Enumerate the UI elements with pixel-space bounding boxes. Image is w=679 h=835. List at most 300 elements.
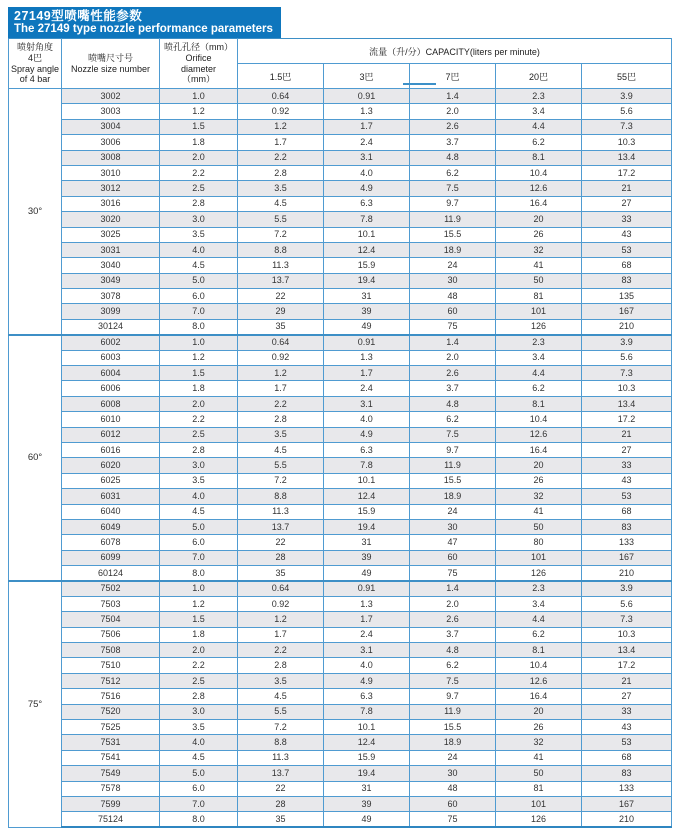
capacity-cell-1-5bar: 0.92 bbox=[238, 350, 324, 365]
capacity-cell-1-5bar: 2.8 bbox=[238, 412, 324, 427]
capacity-cell-7bar: 3.7 bbox=[410, 627, 496, 642]
nozzle-size-cell: 6025 bbox=[62, 473, 160, 488]
capacity-cell-20bar: 20 bbox=[496, 212, 582, 227]
capacity-cell-7bar: 30 bbox=[410, 519, 496, 534]
orifice-diameter-cell: 1.5 bbox=[160, 366, 238, 381]
nozzle-size-cell: 3099 bbox=[62, 304, 160, 319]
capacity-cell-20bar: 3.4 bbox=[496, 350, 582, 365]
table-row bbox=[9, 673, 672, 688]
nozzle-size-cell: 7506 bbox=[62, 627, 160, 642]
nozzle-size-cell: 6004 bbox=[62, 366, 160, 381]
orifice-diameter-cell: 1.2 bbox=[160, 596, 238, 611]
capacity-cell-7bar: 15.5 bbox=[410, 473, 496, 488]
capacity-cell-1-5bar: 2.2 bbox=[238, 643, 324, 658]
table-row bbox=[9, 566, 672, 581]
capacity-cell-3bar: 0.91 bbox=[324, 335, 410, 350]
capacity-cell-3bar: 19.4 bbox=[324, 519, 410, 534]
capacity-cell-55bar: 43 bbox=[582, 473, 672, 488]
pressure-column-header-3bar: 3巴 bbox=[324, 64, 410, 89]
table-row bbox=[9, 704, 672, 719]
capacity-cell-55bar: 5.6 bbox=[582, 350, 672, 365]
capacity-cell-55bar: 27 bbox=[582, 689, 672, 704]
nozzle-size-cell: 7508 bbox=[62, 643, 160, 658]
capacity-cell-1-5bar: 2.2 bbox=[238, 396, 324, 411]
orifice-diameter-cell: 5.0 bbox=[160, 519, 238, 534]
capacity-cell-7bar: 1.4 bbox=[410, 581, 496, 596]
capacity-cell-20bar: 8.1 bbox=[496, 150, 582, 165]
orifice-diameter-cell: 2.0 bbox=[160, 396, 238, 411]
orifice-diameter-cell: 2.8 bbox=[160, 689, 238, 704]
capacity-cell-55bar: 5.6 bbox=[582, 104, 672, 119]
table-row bbox=[9, 289, 672, 304]
nozzle-size-cell: 3008 bbox=[62, 150, 160, 165]
capacity-cell-1-5bar: 22 bbox=[238, 535, 324, 550]
capacity-cell-55bar: 27 bbox=[582, 196, 672, 211]
table-row bbox=[9, 396, 672, 411]
capacity-cell-1-5bar: 8.8 bbox=[238, 735, 324, 750]
capacity-cell-7bar: 7.5 bbox=[410, 427, 496, 442]
orifice-diameter-cell: 2.2 bbox=[160, 165, 238, 180]
capacity-cell-3bar: 31 bbox=[324, 535, 410, 550]
orifice-diameter-cell: 3.5 bbox=[160, 473, 238, 488]
table-row bbox=[9, 473, 672, 488]
capacity-cell-20bar: 6.2 bbox=[496, 135, 582, 150]
nozzle-size-cell: 3031 bbox=[62, 242, 160, 257]
page-title-english: The 27149 type nozzle performance parameters bbox=[14, 23, 273, 35]
capacity-cell-20bar: 81 bbox=[496, 289, 582, 304]
orifice-diameter-cell: 2.5 bbox=[160, 181, 238, 196]
nozzle-size-cell: 3016 bbox=[62, 196, 160, 211]
capacity-cell-7bar: 7.5 bbox=[410, 673, 496, 688]
capacity-cell-1-5bar: 1.7 bbox=[238, 381, 324, 396]
table-row bbox=[9, 427, 672, 442]
capacity-cell-3bar: 1.3 bbox=[324, 350, 410, 365]
pressure-column-header-55bar: 55巴 bbox=[582, 64, 672, 89]
capacity-cell-1-5bar: 35 bbox=[238, 319, 324, 334]
orifice-diameter-cell: 1.8 bbox=[160, 381, 238, 396]
capacity-cell-1-5bar: 13.7 bbox=[238, 766, 324, 781]
capacity-cell-3bar: 3.1 bbox=[324, 150, 410, 165]
capacity-cell-20bar: 3.4 bbox=[496, 596, 582, 611]
table-row bbox=[9, 227, 672, 242]
capacity-cell-3bar: 1.7 bbox=[324, 612, 410, 627]
nozzle-size-cell: 60124 bbox=[62, 566, 160, 581]
capacity-cell-20bar: 101 bbox=[496, 550, 582, 565]
capacity-cell-7bar: 3.7 bbox=[410, 135, 496, 150]
capacity-cell-20bar: 126 bbox=[496, 812, 582, 827]
capacity-cell-55bar: 83 bbox=[582, 519, 672, 534]
capacity-cell-7bar: 7.5 bbox=[410, 181, 496, 196]
capacity-cell-20bar: 126 bbox=[496, 566, 582, 581]
capacity-cell-3bar: 3.1 bbox=[324, 396, 410, 411]
nozzle-size-cell: 7504 bbox=[62, 612, 160, 627]
capacity-cell-3bar: 19.4 bbox=[324, 766, 410, 781]
capacity-cell-3bar: 7.8 bbox=[324, 458, 410, 473]
nozzle-size-cell: 3012 bbox=[62, 181, 160, 196]
orifice-header-line: Orifice bbox=[185, 52, 212, 63]
capacity-cell-1-5bar: 4.5 bbox=[238, 442, 324, 457]
capacity-cell-3bar: 1.3 bbox=[324, 104, 410, 119]
capacity-cell-1-5bar: 8.8 bbox=[238, 489, 324, 504]
capacity-cell-1-5bar: 0.64 bbox=[238, 335, 324, 350]
nozzle-size-cell: 30124 bbox=[62, 319, 160, 334]
capacity-cell-7bar: 2.0 bbox=[410, 104, 496, 119]
orifice-diameter-cell: 1.0 bbox=[160, 335, 238, 350]
capacity-cell-1-5bar: 5.5 bbox=[238, 458, 324, 473]
orifice-diameter-cell: 6.0 bbox=[160, 535, 238, 550]
spray-angle-header-line: Spray angle bbox=[10, 63, 60, 74]
orifice-diameter-cell: 8.0 bbox=[160, 319, 238, 334]
capacity-cell-20bar: 16.4 bbox=[496, 442, 582, 457]
capacity-cell-55bar: 43 bbox=[582, 227, 672, 242]
capacity-cell-1-5bar: 3.5 bbox=[238, 427, 324, 442]
capacity-cell-3bar: 1.7 bbox=[324, 366, 410, 381]
nozzle-size-header-line: Nozzle size number bbox=[70, 63, 151, 74]
capacity-cell-20bar: 50 bbox=[496, 273, 582, 288]
table-row bbox=[9, 581, 672, 596]
nozzle-performance-table bbox=[8, 38, 672, 828]
capacity-cell-1-5bar: 4.5 bbox=[238, 689, 324, 704]
nozzle-size-cell: 6020 bbox=[62, 458, 160, 473]
capacity-cell-3bar: 10.1 bbox=[324, 473, 410, 488]
capacity-cell-1-5bar: 29 bbox=[238, 304, 324, 319]
capacity-cell-20bar: 2.3 bbox=[496, 89, 582, 104]
table-row bbox=[9, 181, 672, 196]
capacity-cell-3bar: 15.9 bbox=[324, 504, 410, 519]
nozzle-size-cell: 6010 bbox=[62, 412, 160, 427]
capacity-cell-7bar: 18.9 bbox=[410, 489, 496, 504]
spray-angle-header-line: 喷射角度 bbox=[16, 42, 53, 53]
capacity-cell-7bar: 9.7 bbox=[410, 442, 496, 457]
table-row bbox=[9, 335, 672, 350]
nozzle-size-cell: 3040 bbox=[62, 258, 160, 273]
nozzle-size-cell: 6008 bbox=[62, 396, 160, 411]
orifice-header-line: （mm） bbox=[182, 74, 215, 85]
table-row bbox=[9, 366, 672, 381]
nozzle-size-cell: 6049 bbox=[62, 519, 160, 534]
capacity-cell-1-5bar: 13.7 bbox=[238, 273, 324, 288]
nozzle-size-cell: 6012 bbox=[62, 427, 160, 442]
capacity-cell-7bar: 18.9 bbox=[410, 735, 496, 750]
capacity-cell-20bar: 6.2 bbox=[496, 627, 582, 642]
capacity-cell-7bar: 75 bbox=[410, 812, 496, 827]
capacity-cell-3bar: 1.3 bbox=[324, 596, 410, 611]
capacity-cell-55bar: 167 bbox=[582, 304, 672, 319]
capacity-cell-1-5bar: 3.5 bbox=[238, 673, 324, 688]
capacity-cell-3bar: 1.7 bbox=[324, 119, 410, 134]
capacity-cell-20bar: 26 bbox=[496, 473, 582, 488]
capacity-cell-20bar: 20 bbox=[496, 704, 582, 719]
nozzle-size-cell: 7578 bbox=[62, 781, 160, 796]
capacity-cell-7bar: 48 bbox=[410, 781, 496, 796]
nozzle-size-header bbox=[62, 39, 160, 89]
capacity-cell-1-5bar: 3.5 bbox=[238, 181, 324, 196]
page-title bbox=[8, 7, 281, 39]
capacity-cell-1-5bar: 7.2 bbox=[238, 473, 324, 488]
capacity-cell-55bar: 13.4 bbox=[582, 396, 672, 411]
capacity-cell-1-5bar: 11.3 bbox=[238, 750, 324, 765]
capacity-cell-55bar: 7.3 bbox=[582, 612, 672, 627]
capacity-cell-55bar: 10.3 bbox=[582, 135, 672, 150]
capacity-cell-20bar: 8.1 bbox=[496, 396, 582, 411]
orifice-diameter-cell: 2.8 bbox=[160, 442, 238, 457]
capacity-cell-55bar: 53 bbox=[582, 735, 672, 750]
capacity-cell-3bar: 19.4 bbox=[324, 273, 410, 288]
table-row bbox=[9, 781, 672, 796]
nozzle-size-cell: 7525 bbox=[62, 720, 160, 735]
nozzle-size-cell: 3002 bbox=[62, 89, 160, 104]
capacity-cell-7bar: 48 bbox=[410, 289, 496, 304]
table-row bbox=[9, 242, 672, 257]
orifice-diameter-cell: 3.5 bbox=[160, 227, 238, 242]
capacity-cell-55bar: 210 bbox=[582, 319, 672, 334]
capacity-cell-55bar: 83 bbox=[582, 273, 672, 288]
nozzle-size-cell: 75124 bbox=[62, 812, 160, 827]
capacity-cell-3bar: 0.91 bbox=[324, 581, 410, 596]
orifice-diameter-cell: 7.0 bbox=[160, 550, 238, 565]
capacity-cell-7bar: 18.9 bbox=[410, 242, 496, 257]
capacity-cell-1-5bar: 13.7 bbox=[238, 519, 324, 534]
capacity-cell-1-5bar: 35 bbox=[238, 812, 324, 827]
orifice-diameter-cell: 2.2 bbox=[160, 412, 238, 427]
capacity-cell-3bar: 49 bbox=[324, 319, 410, 334]
capacity-cell-1-5bar: 7.2 bbox=[238, 227, 324, 242]
table-row bbox=[9, 458, 672, 473]
capacity-cell-55bar: 5.6 bbox=[582, 596, 672, 611]
nozzle-size-cell: 7599 bbox=[62, 796, 160, 811]
capacity-cell-55bar: 3.9 bbox=[582, 89, 672, 104]
angle-group bbox=[9, 581, 672, 827]
orifice-diameter-cell: 5.0 bbox=[160, 273, 238, 288]
capacity-header: 流量（升/分）CAPACITY(liters per minute) bbox=[238, 39, 672, 64]
capacity-cell-7bar: 9.7 bbox=[410, 689, 496, 704]
capacity-cell-7bar: 9.7 bbox=[410, 196, 496, 211]
capacity-cell-1-5bar: 1.2 bbox=[238, 119, 324, 134]
capacity-cell-20bar: 32 bbox=[496, 489, 582, 504]
nozzle-size-cell: 7502 bbox=[62, 581, 160, 596]
capacity-cell-55bar: 53 bbox=[582, 242, 672, 257]
nozzle-size-cell: 6016 bbox=[62, 442, 160, 457]
table-row bbox=[9, 504, 672, 519]
capacity-cell-55bar: 43 bbox=[582, 720, 672, 735]
table-row bbox=[9, 550, 672, 565]
capacity-cell-20bar: 32 bbox=[496, 242, 582, 257]
table-row bbox=[9, 519, 672, 534]
capacity-cell-20bar: 80 bbox=[496, 535, 582, 550]
capacity-cell-3bar: 4.0 bbox=[324, 412, 410, 427]
table-row bbox=[9, 627, 672, 642]
table-row bbox=[9, 150, 672, 165]
nozzle-size-cell: 7549 bbox=[62, 766, 160, 781]
nozzle-size-cell: 6003 bbox=[62, 350, 160, 365]
capacity-cell-20bar: 10.4 bbox=[496, 165, 582, 180]
table-row bbox=[9, 165, 672, 180]
capacity-cell-55bar: 3.9 bbox=[582, 581, 672, 596]
orifice-diameter-cell: 3.0 bbox=[160, 458, 238, 473]
table-row bbox=[9, 643, 672, 658]
orifice-diameter-cell: 4.5 bbox=[160, 258, 238, 273]
orifice-diameter-cell: 7.0 bbox=[160, 304, 238, 319]
nozzle-size-cell: 7520 bbox=[62, 704, 160, 719]
capacity-cell-3bar: 6.3 bbox=[324, 442, 410, 457]
page-title-chinese: 27149型喷嘴性能参数 bbox=[14, 9, 143, 23]
orifice-diameter-cell: 2.0 bbox=[160, 643, 238, 658]
capacity-cell-3bar: 15.9 bbox=[324, 258, 410, 273]
capacity-cell-55bar: 17.2 bbox=[582, 658, 672, 673]
capacity-cell-3bar: 49 bbox=[324, 812, 410, 827]
capacity-cell-1-5bar: 1.7 bbox=[238, 627, 324, 642]
capacity-cell-3bar: 49 bbox=[324, 566, 410, 581]
orifice-header-line: 喷孔孔径（mm） bbox=[164, 42, 233, 53]
nozzle-size-cell: 3010 bbox=[62, 165, 160, 180]
capacity-cell-7bar: 75 bbox=[410, 319, 496, 334]
capacity-cell-1-5bar: 28 bbox=[238, 796, 324, 811]
capacity-cell-20bar: 50 bbox=[496, 519, 582, 534]
capacity-cell-20bar: 2.3 bbox=[496, 335, 582, 350]
orifice-header-line: diameter bbox=[180, 63, 216, 74]
capacity-cell-3bar: 12.4 bbox=[324, 735, 410, 750]
table-row bbox=[9, 796, 672, 811]
table-row bbox=[9, 735, 672, 750]
orifice-diameter-cell: 5.0 bbox=[160, 766, 238, 781]
capacity-cell-20bar: 16.4 bbox=[496, 196, 582, 211]
orifice-diameter-cell: 6.0 bbox=[160, 781, 238, 796]
capacity-cell-1-5bar: 0.64 bbox=[238, 89, 324, 104]
nozzle-size-cell: 6031 bbox=[62, 489, 160, 504]
nozzle-size-cell: 7541 bbox=[62, 750, 160, 765]
capacity-cell-20bar: 41 bbox=[496, 258, 582, 273]
capacity-cell-7bar: 11.9 bbox=[410, 704, 496, 719]
capacity-cell-55bar: 68 bbox=[582, 258, 672, 273]
capacity-cell-1-5bar: 8.8 bbox=[238, 242, 324, 257]
capacity-cell-1-5bar: 11.3 bbox=[238, 504, 324, 519]
orifice-diameter-cell: 3.0 bbox=[160, 704, 238, 719]
capacity-cell-20bar: 20 bbox=[496, 458, 582, 473]
capacity-cell-55bar: 10.3 bbox=[582, 381, 672, 396]
nozzle-size-cell: 6006 bbox=[62, 381, 160, 396]
capacity-cell-7bar: 1.4 bbox=[410, 335, 496, 350]
orifice-diameter-cell: 1.2 bbox=[160, 350, 238, 365]
capacity-cell-7bar: 2.6 bbox=[410, 119, 496, 134]
capacity-cell-20bar: 10.4 bbox=[496, 412, 582, 427]
capacity-cell-7bar: 24 bbox=[410, 258, 496, 273]
capacity-cell-1-5bar: 1.7 bbox=[238, 135, 324, 150]
nozzle-size-cell: 6040 bbox=[62, 504, 160, 519]
table-row bbox=[9, 104, 672, 119]
capacity-cell-1-5bar: 0.92 bbox=[238, 104, 324, 119]
orifice-diameter-cell: 2.8 bbox=[160, 196, 238, 211]
spray-angle-header-line: 4巴 bbox=[27, 52, 42, 63]
capacity-cell-55bar: 17.2 bbox=[582, 165, 672, 180]
table-row bbox=[9, 212, 672, 227]
capacity-cell-7bar: 24 bbox=[410, 504, 496, 519]
capacity-cell-7bar: 2.6 bbox=[410, 612, 496, 627]
nozzle-size-cell: 7503 bbox=[62, 596, 160, 611]
table-row bbox=[9, 273, 672, 288]
nozzle-size-cell: 7516 bbox=[62, 689, 160, 704]
capacity-cell-20bar: 4.4 bbox=[496, 366, 582, 381]
capacity-cell-1-5bar: 2.8 bbox=[238, 165, 324, 180]
capacity-cell-20bar: 101 bbox=[496, 796, 582, 811]
capacity-cell-3bar: 12.4 bbox=[324, 242, 410, 257]
capacity-cell-7bar: 11.9 bbox=[410, 212, 496, 227]
capacity-cell-3bar: 2.4 bbox=[324, 381, 410, 396]
capacity-cell-1-5bar: 0.92 bbox=[238, 596, 324, 611]
capacity-cell-55bar: 68 bbox=[582, 504, 672, 519]
capacity-cell-7bar: 2.0 bbox=[410, 596, 496, 611]
capacity-cell-3bar: 39 bbox=[324, 796, 410, 811]
capacity-cell-55bar: 133 bbox=[582, 781, 672, 796]
table-row bbox=[9, 596, 672, 611]
capacity-cell-20bar: 26 bbox=[496, 720, 582, 735]
capacity-cell-7bar: 6.2 bbox=[410, 165, 496, 180]
nozzle-size-cell: 6099 bbox=[62, 550, 160, 565]
table-row bbox=[9, 658, 672, 673]
capacity-cell-3bar: 2.4 bbox=[324, 627, 410, 642]
orifice-diameter-cell: 4.5 bbox=[160, 504, 238, 519]
capacity-cell-20bar: 12.6 bbox=[496, 181, 582, 196]
angle-group bbox=[9, 89, 672, 335]
nozzle-size-cell: 3006 bbox=[62, 135, 160, 150]
orifice-diameter-cell: 2.5 bbox=[160, 427, 238, 442]
capacity-cell-7bar: 15.5 bbox=[410, 720, 496, 735]
orifice-diameter-cell: 4.0 bbox=[160, 735, 238, 750]
capacity-cell-20bar: 4.4 bbox=[496, 119, 582, 134]
capacity-cell-20bar: 32 bbox=[496, 735, 582, 750]
nozzle-size-cell: 6078 bbox=[62, 535, 160, 550]
table-row bbox=[9, 135, 672, 150]
capacity-cell-3bar: 4.0 bbox=[324, 165, 410, 180]
capacity-cell-1-5bar: 4.5 bbox=[238, 196, 324, 211]
capacity-cell-55bar: 33 bbox=[582, 458, 672, 473]
orifice-diameter-cell: 1.5 bbox=[160, 612, 238, 627]
capacity-cell-55bar: 210 bbox=[582, 566, 672, 581]
orifice-diameter-cell: 7.0 bbox=[160, 796, 238, 811]
capacity-cell-20bar: 4.4 bbox=[496, 612, 582, 627]
capacity-cell-1-5bar: 22 bbox=[238, 781, 324, 796]
table-row bbox=[9, 119, 672, 134]
capacity-cell-3bar: 6.3 bbox=[324, 689, 410, 704]
capacity-cell-20bar: 3.4 bbox=[496, 104, 582, 119]
capacity-cell-7bar: 11.9 bbox=[410, 458, 496, 473]
capacity-cell-1-5bar: 28 bbox=[238, 550, 324, 565]
table-row bbox=[9, 304, 672, 319]
capacity-cell-1-5bar: 5.5 bbox=[238, 704, 324, 719]
capacity-cell-20bar: 6.2 bbox=[496, 381, 582, 396]
capacity-cell-55bar: 33 bbox=[582, 212, 672, 227]
header-border-artifact bbox=[403, 83, 436, 85]
capacity-cell-55bar: 53 bbox=[582, 489, 672, 504]
capacity-cell-55bar: 10.3 bbox=[582, 627, 672, 642]
nozzle-size-cell: 3003 bbox=[62, 104, 160, 119]
table-row bbox=[9, 535, 672, 550]
spray-angle-value: 60° bbox=[9, 335, 62, 581]
orifice-diameter-cell: 8.0 bbox=[160, 812, 238, 827]
orifice-diameter-cell: 1.8 bbox=[160, 627, 238, 642]
capacity-cell-3bar: 7.8 bbox=[324, 212, 410, 227]
capacity-cell-7bar: 4.8 bbox=[410, 396, 496, 411]
table-row bbox=[9, 442, 672, 457]
capacity-cell-55bar: 21 bbox=[582, 427, 672, 442]
pressure-column-header-20bar: 20巴 bbox=[496, 64, 582, 89]
table-row bbox=[9, 258, 672, 273]
capacity-cell-1-5bar: 2.8 bbox=[238, 658, 324, 673]
orifice-diameter-cell: 2.5 bbox=[160, 673, 238, 688]
capacity-cell-7bar: 2.0 bbox=[410, 350, 496, 365]
capacity-cell-55bar: 83 bbox=[582, 766, 672, 781]
capacity-cell-7bar: 6.2 bbox=[410, 412, 496, 427]
angle-group bbox=[9, 335, 672, 581]
